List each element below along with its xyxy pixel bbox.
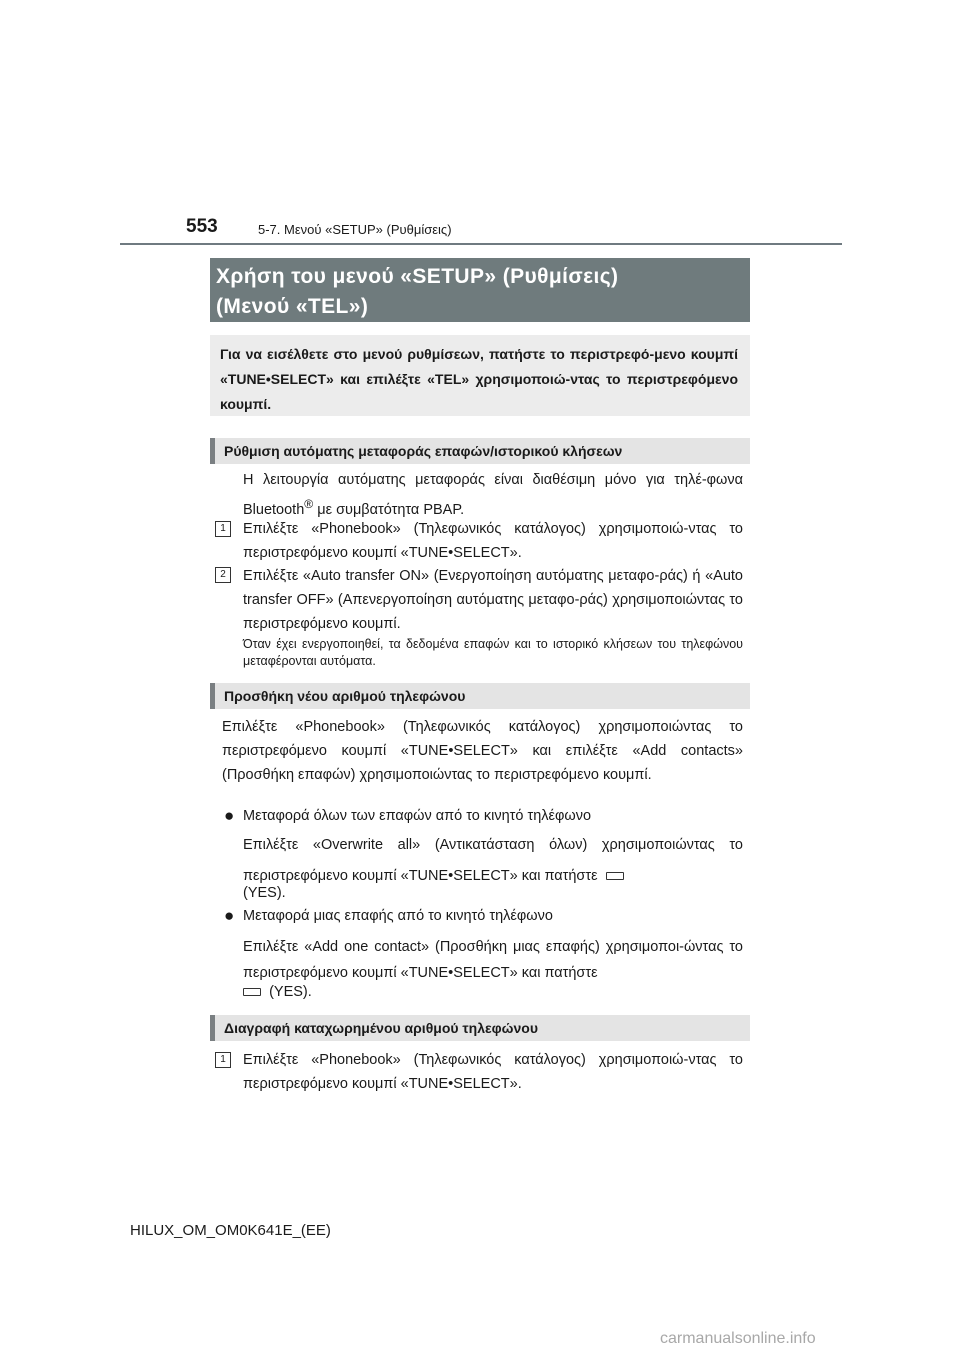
step-number-1: 1	[215, 521, 231, 537]
section-title-box	[210, 258, 750, 322]
chapter-title: 5-7. Μενού «SETUP» (Ρυθμίσεις)	[258, 222, 452, 237]
bullet1-text-body: Επιλέξτε «Overwrite all» (Αντικατάσταση όλων) χρησιμοποιώντας το περιστρεφόμενο κουμπί «TUNE•SELECT» και πατήστε	[243, 837, 743, 884]
section1-desc-post: με συμβατότητα PBAP.	[313, 501, 465, 518]
bullet1-text	[243, 830, 743, 892]
section1-step-1: Επιλέξτε «Phonebook» (Τηλεφωνικός κατάλογος) χρησιμοποιώ-ντας το περιστρεφόμενο κουμπί «TUNE•SELECT».	[243, 521, 743, 561]
step-number-2: 2	[215, 567, 231, 583]
section1-desc-pre: Η λειτουργία αυτόματης μεταφοράς είναι διαθέσιμη μόνο για τηλέ-φωνα Bluetooth	[243, 472, 743, 518]
bullet1-yes: (YES).	[243, 885, 286, 901]
bullet2-text: Επιλέξτε «Add one contact» (Προσθήκη μιας επαφής) χρησιμοποι-ώντας το περιστρεφόμενο κουμπί «TUNE•SELECT» και πατήστε	[243, 939, 743, 981]
step-number-1: 1	[215, 1052, 231, 1068]
section2-description: Επιλέξτε «Phonebook» (Τηλεφωνικός κατάλογος) χρησιμοποιώντας το περιστρεφόμενο κουμπί «TUNE•SELECT» και επιλέξτε «Add contacts» (Προσθήκη επαφών) χρησιμοποιώντας το περιστρεφόμενο κουμπί.	[222, 719, 743, 783]
section-heading-add-number: Προσθήκη νέου αριθμού τηλεφώνου	[210, 683, 750, 709]
section1-note: Όταν έχει ενεργοποιηθεί, τα δεδομένα επαφών και το ιστορικό κλήσεων του τηλεφώνου μεταφέρονται αυτόματα.	[243, 637, 743, 668]
yes-button-icon	[243, 988, 261, 996]
intro-box: Για να εισέλθετε στο μενού ρυθμίσεων, πατήστε το περιστρεφό-μενο κουμπί «TUNE•SELECT» και επιλέξτε «TEL» χρησιμοποιώ-ντας το περιστρεφόμενο κουμπί.	[210, 335, 750, 416]
bullet2-yes: (YES).	[269, 984, 312, 1000]
section1-description	[243, 468, 743, 522]
bullet-icon: ●	[224, 806, 235, 825]
footer-doc-code: HILUX_OM_OM0K641E_(EE)	[130, 1222, 331, 1239]
bullet1-title: Μεταφορά όλων των επαφών από το κινητό τηλέφωνο	[243, 808, 592, 824]
section1-step-2: Επιλέξτε «Auto transfer ON» (Ενεργοποίηση αυτόματης μεταφο-ράς) ή «Auto transfer OFF» (Απενεργοποίηση αυτόματης μεταφο-ράς) χρησιμοποιώντας το περιστρεφόμενο κουμπί.	[243, 568, 743, 632]
header-rule	[120, 243, 842, 245]
bullet2-title: Μεταφορά μιας επαφής από το κινητό τηλέφωνο	[243, 908, 553, 924]
section3-step-1: Επιλέξτε «Phonebook» (Τηλεφωνικός κατάλογος) χρησιμοποιώ-ντας το περιστρεφόμενο κουμπί «TUNE•SELECT».	[243, 1052, 743, 1092]
watermark: carmanualsonline.info	[660, 1330, 816, 1347]
section-heading-delete-number: Διαγραφή καταχωρημένου αριθμού τηλεφώνου	[210, 1015, 750, 1041]
title-line-1: Χρήση του μενού «SETUP» (Ρυθμίσεις)	[216, 265, 619, 288]
bullet-icon: ●	[224, 906, 235, 925]
bullet2-yes-line	[243, 980, 312, 1004]
registered-mark: ®	[304, 497, 314, 511]
title-line-2: (Μενού «TEL»)	[216, 295, 369, 318]
yes-button-icon	[606, 872, 624, 880]
page-number: 553	[186, 216, 218, 237]
section-heading-auto-transfer: Ρύθμιση αυτόματης μεταφοράς επαφών/ιστορικού κλήσεων	[210, 438, 750, 464]
